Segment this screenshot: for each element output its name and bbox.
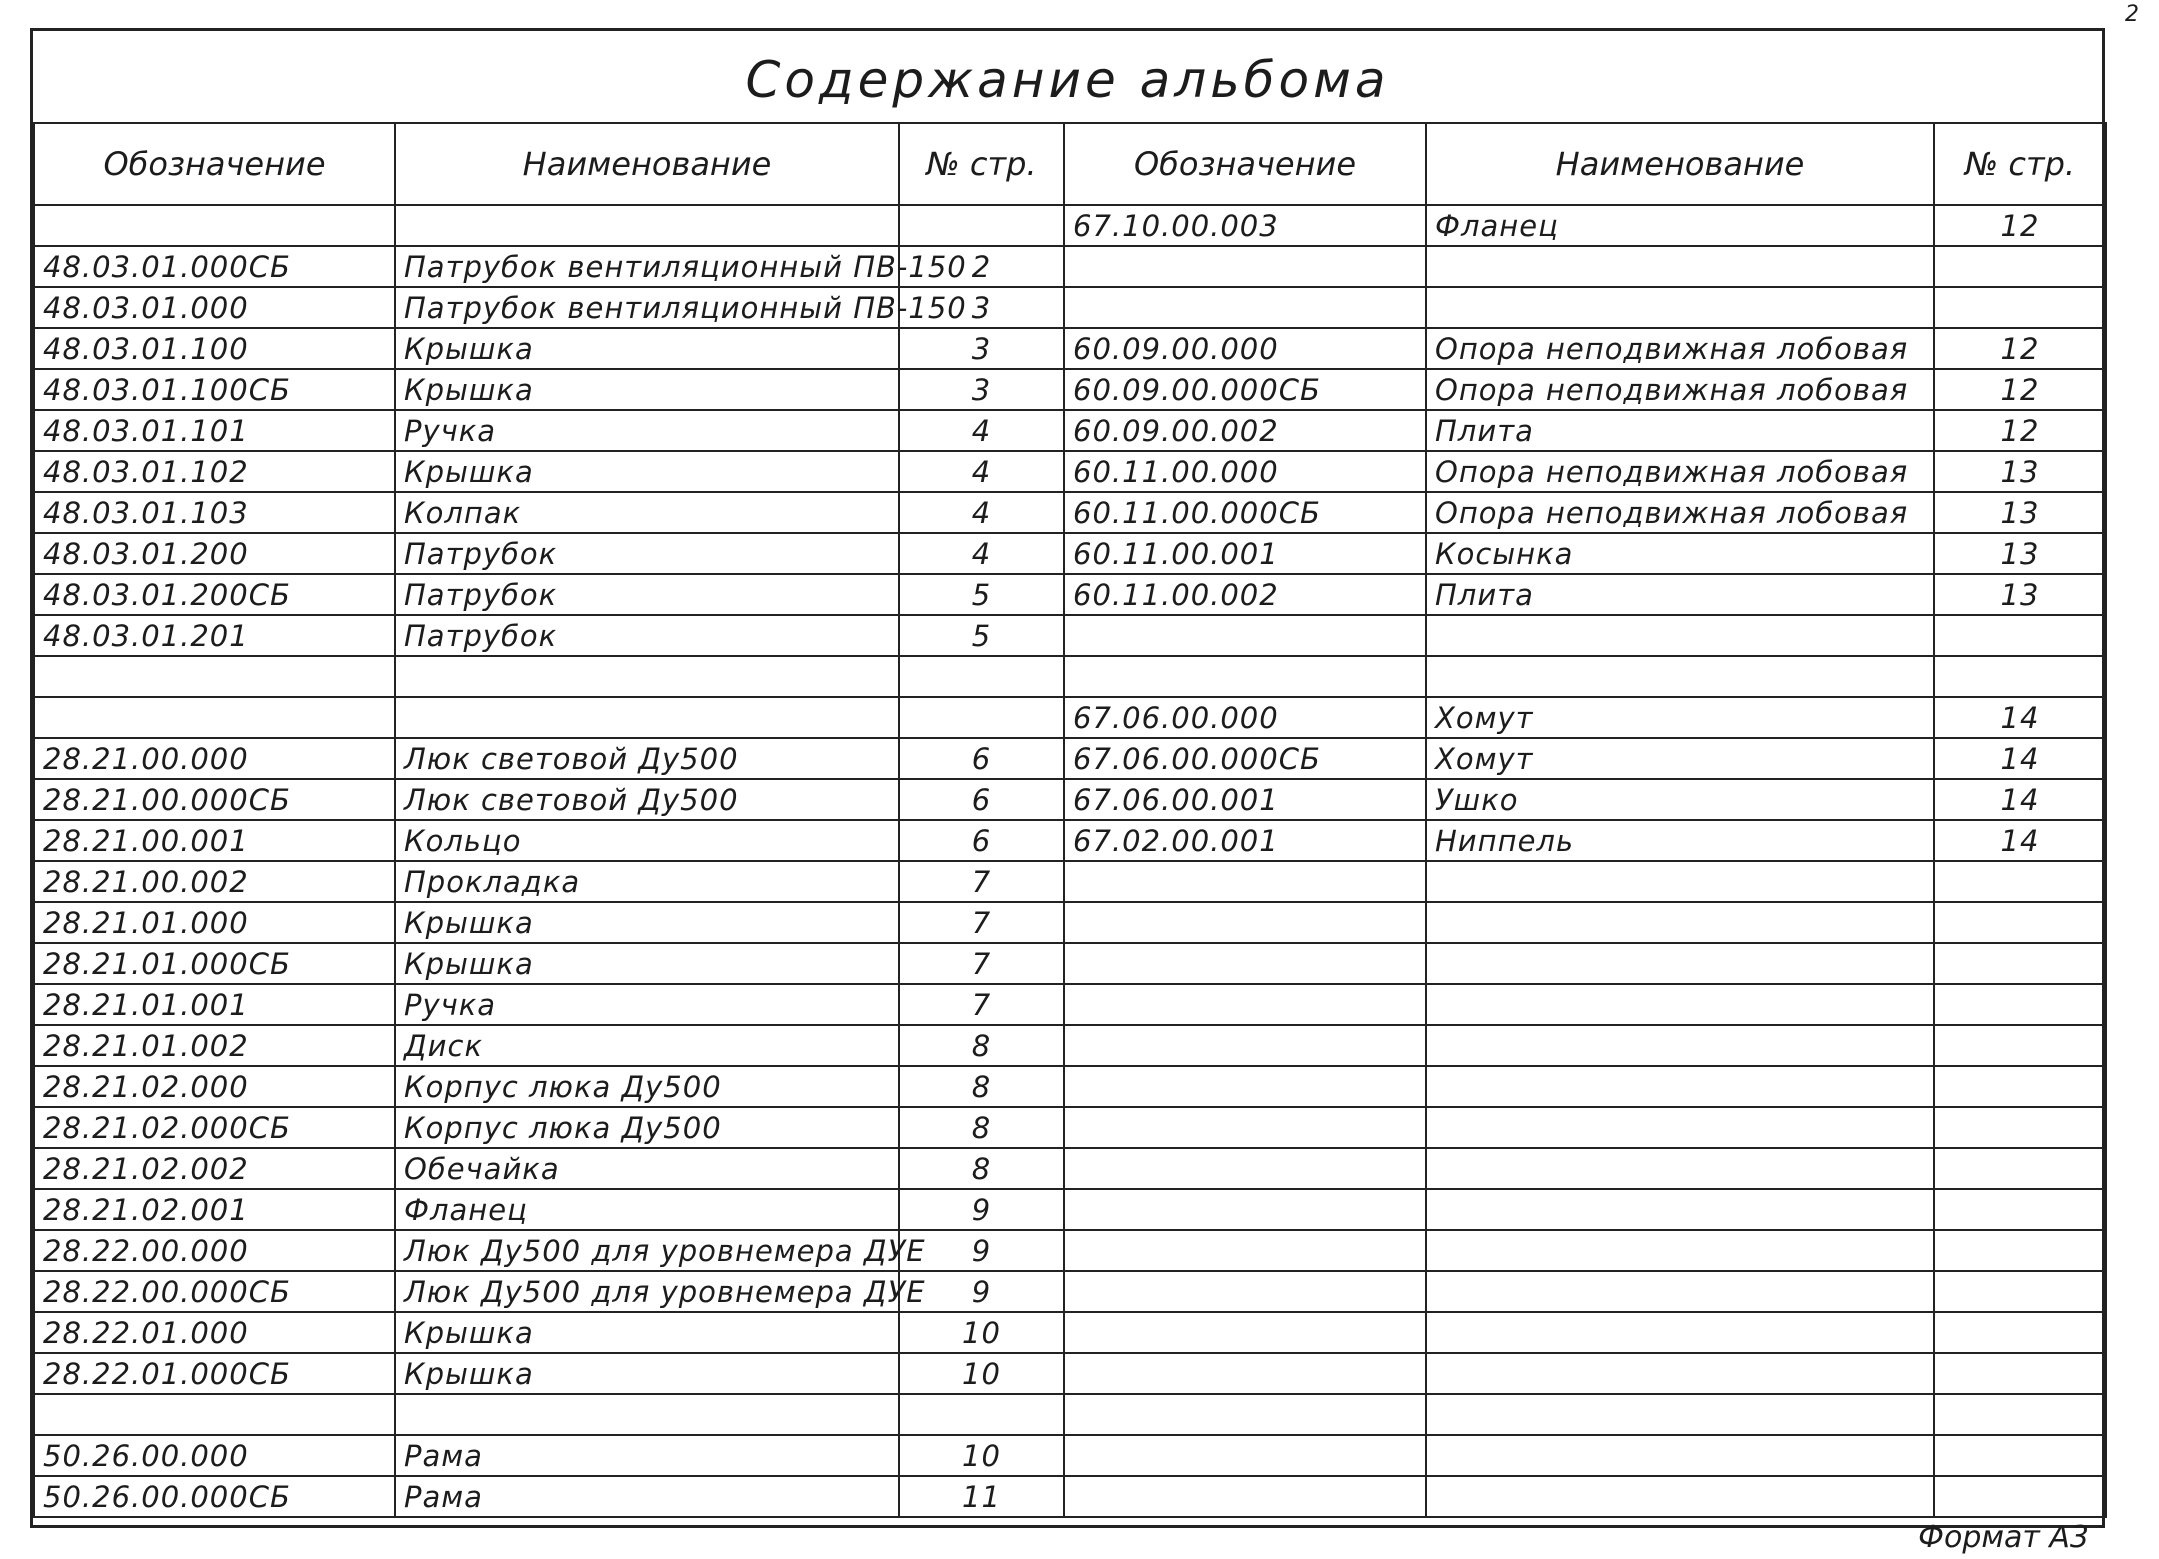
cell-designation-2 <box>1064 1353 1426 1394</box>
cell-designation-2 <box>1064 1435 1426 1476</box>
cell-page-2 <box>1934 246 2106 287</box>
cell-name-2 <box>1426 902 1934 943</box>
cell-page <box>899 656 1064 697</box>
cell-name <box>395 656 899 697</box>
cell-designation <box>34 205 395 246</box>
cell-name-2: Опора неподвижная лобовая <box>1426 328 1934 369</box>
col-header-name-2: Наименование <box>1426 123 1934 205</box>
cell-page-2: 14 <box>1934 779 2106 820</box>
cell-designation: 28.21.00.002 <box>34 861 395 902</box>
sheet-number: 2 <box>2125 2 2139 27</box>
cell-page-2: 14 <box>1934 820 2106 861</box>
cell-page <box>899 205 1064 246</box>
page-title: Содержание альбома <box>745 51 1390 109</box>
cell-name: Люк световой Ду500 <box>395 738 899 779</box>
cell-name-2 <box>1426 1148 1934 1189</box>
cell-designation-2 <box>1064 943 1426 984</box>
sheet-format: Формат А3 <box>1918 1520 2089 1555</box>
cell-name: Крышка <box>395 943 899 984</box>
table-row <box>34 1435 2106 1476</box>
cell-name-2 <box>1426 1435 1934 1476</box>
cell-page-2 <box>1934 1353 2106 1394</box>
cell-designation: 28.21.01.000СБ <box>34 943 395 984</box>
cell-page: 10 <box>899 1312 1064 1353</box>
cell-page-2: 13 <box>1934 574 2106 615</box>
cell-name-2: Хомут <box>1426 738 1934 779</box>
table-row <box>34 1066 2106 1107</box>
cell-name: Крышка <box>395 328 899 369</box>
table-row <box>34 1476 2106 1517</box>
cell-page: 6 <box>899 738 1064 779</box>
cell-name: Люк Ду500 для уровнемера ДУЕ <box>395 1230 899 1271</box>
cell-designation: 48.03.01.100СБ <box>34 369 395 410</box>
cell-name: Крышка <box>395 369 899 410</box>
cell-designation-2: 60.11.00.000 <box>1064 451 1426 492</box>
cell-name: Корпус люка Ду500 <box>395 1066 899 1107</box>
cell-name: Диск <box>395 1025 899 1066</box>
cell-page: 6 <box>899 779 1064 820</box>
table-row <box>34 328 2106 369</box>
cell-designation: 48.03.01.000 <box>34 287 395 328</box>
col-header-designation-2: Обозначение <box>1064 123 1426 205</box>
cell-designation: 28.22.01.000 <box>34 1312 395 1353</box>
table-row <box>34 574 2106 615</box>
cell-designation-2 <box>1064 984 1426 1025</box>
cell-page: 6 <box>899 820 1064 861</box>
table-row <box>34 1394 2106 1435</box>
cell-designation: 48.03.01.100 <box>34 328 395 369</box>
cell-page-2: 12 <box>1934 410 2106 451</box>
cell-designation-2: 60.09.00.000 <box>1064 328 1426 369</box>
cell-name-2: Опора неподвижная лобовая <box>1426 492 1934 533</box>
cell-designation: 48.03.01.103 <box>34 492 395 533</box>
cell-page-2 <box>1934 1025 2106 1066</box>
cell-designation-2: 67.06.00.000 <box>1064 697 1426 738</box>
cell-name-2: Опора неподвижная лобовая <box>1426 369 1934 410</box>
cell-designation: 28.21.01.001 <box>34 984 395 1025</box>
cell-name-2: Хомут <box>1426 697 1934 738</box>
table-row <box>34 533 2106 574</box>
col-header-page: № стр. <box>899 123 1064 205</box>
cell-name-2: Ушко <box>1426 779 1934 820</box>
cell-name-2 <box>1426 1107 1934 1148</box>
table-row <box>34 820 2106 861</box>
cell-name-2 <box>1426 1066 1934 1107</box>
cell-designation-2: 60.11.00.000СБ <box>1064 492 1426 533</box>
cell-designation: 28.22.00.000СБ <box>34 1271 395 1312</box>
cell-name: Обечайка <box>395 1148 899 1189</box>
cell-designation: 48.03.01.102 <box>34 451 395 492</box>
table-row <box>34 656 2106 697</box>
cell-designation-2 <box>1064 861 1426 902</box>
cell-designation: 28.22.01.000СБ <box>34 1353 395 1394</box>
cell-page <box>899 697 1064 738</box>
cell-name-2: Фланец <box>1426 205 1934 246</box>
cell-designation <box>34 1394 395 1435</box>
table-row <box>34 246 2106 287</box>
cell-page-2 <box>1934 1312 2106 1353</box>
cell-designation: 50.26.00.000СБ <box>34 1476 395 1517</box>
cell-designation-2 <box>1064 1312 1426 1353</box>
table-row <box>34 615 2106 656</box>
cell-page-2 <box>1934 861 2106 902</box>
cell-designation-2: 60.11.00.002 <box>1064 574 1426 615</box>
table-row <box>34 410 2106 451</box>
cell-name: Патрубок вентиляционный ПВ-150 <box>395 287 899 328</box>
table-row <box>34 738 2106 779</box>
col-header-page-2: № стр. <box>1934 123 2106 205</box>
cell-name-2: Плита <box>1426 574 1934 615</box>
cell-designation: 28.22.00.000 <box>34 1230 395 1271</box>
cell-name-2: Ниппель <box>1426 820 1934 861</box>
cell-name: Ручка <box>395 410 899 451</box>
cell-name-2 <box>1426 1394 1934 1435</box>
table-body <box>34 205 2106 1517</box>
cell-page-2 <box>1934 984 2106 1025</box>
cell-designation-2 <box>1064 1148 1426 1189</box>
cell-page-2 <box>1934 943 2106 984</box>
cell-designation-2: 60.09.00.002 <box>1064 410 1426 451</box>
cell-designation: 48.03.01.101 <box>34 410 395 451</box>
cell-name: Колпак <box>395 492 899 533</box>
contents-table <box>33 122 2107 1518</box>
cell-name-2 <box>1426 1230 1934 1271</box>
cell-page-2 <box>1934 656 2106 697</box>
cell-name-2 <box>1426 1271 1934 1312</box>
cell-page: 9 <box>899 1230 1064 1271</box>
cell-page-2 <box>1934 615 2106 656</box>
cell-name: Корпус люка Ду500 <box>395 1107 899 1148</box>
table-row <box>34 287 2106 328</box>
cell-designation: 50.26.00.000 <box>34 1435 395 1476</box>
table-row <box>34 1189 2106 1230</box>
cell-page: 9 <box>899 1189 1064 1230</box>
table-row <box>34 1353 2106 1394</box>
cell-page: 3 <box>899 328 1064 369</box>
cell-name: Крышка <box>395 451 899 492</box>
cell-name-2 <box>1426 1312 1934 1353</box>
cell-name: Кольцо <box>395 820 899 861</box>
cell-page: 4 <box>899 492 1064 533</box>
cell-page: 8 <box>899 1025 1064 1066</box>
table-row <box>34 1230 2106 1271</box>
cell-name-2: Опора неподвижная лобовая <box>1426 451 1934 492</box>
cell-designation-2 <box>1064 902 1426 943</box>
cell-page: 8 <box>899 1148 1064 1189</box>
cell-page: 8 <box>899 1107 1064 1148</box>
cell-name-2 <box>1426 246 1934 287</box>
cell-designation-2 <box>1064 1025 1426 1066</box>
cell-name-2 <box>1426 984 1934 1025</box>
cell-name-2 <box>1426 861 1934 902</box>
table-row <box>34 369 2106 410</box>
cell-page-2: 14 <box>1934 738 2106 779</box>
cell-name: Крышка <box>395 1353 899 1394</box>
cell-page-2 <box>1934 1189 2106 1230</box>
cell-designation-2 <box>1064 1107 1426 1148</box>
cell-page-2: 13 <box>1934 451 2106 492</box>
cell-name: Крышка <box>395 1312 899 1353</box>
cell-page-2 <box>1934 1271 2106 1312</box>
cell-name <box>395 697 899 738</box>
cell-page: 7 <box>899 902 1064 943</box>
cell-designation-2 <box>1064 615 1426 656</box>
cell-designation: 48.03.01.200 <box>34 533 395 574</box>
cell-designation-2 <box>1064 1066 1426 1107</box>
cell-designation: 48.03.01.000СБ <box>34 246 395 287</box>
cell-designation-2: 60.09.00.000СБ <box>1064 369 1426 410</box>
table-row <box>34 451 2106 492</box>
table-row <box>34 1312 2106 1353</box>
cell-page-2: 13 <box>1934 492 2106 533</box>
cell-page <box>899 1394 1064 1435</box>
cell-designation: 28.21.01.002 <box>34 1025 395 1066</box>
cell-designation: 28.21.01.000 <box>34 902 395 943</box>
cell-designation: 28.21.02.002 <box>34 1148 395 1189</box>
cell-designation <box>34 697 395 738</box>
cell-designation-2 <box>1064 287 1426 328</box>
cell-designation-2: 60.11.00.001 <box>1064 533 1426 574</box>
cell-name-2 <box>1426 287 1934 328</box>
cell-name-2 <box>1426 1353 1934 1394</box>
cell-name-2: Косынка <box>1426 533 1934 574</box>
cell-name-2 <box>1426 656 1934 697</box>
table-row <box>34 1025 2106 1066</box>
cell-designation: 28.21.00.000 <box>34 738 395 779</box>
cell-name: Люк световой Ду500 <box>395 779 899 820</box>
cell-name: Патрубок вентиляционный ПВ-150 <box>395 246 899 287</box>
table-row <box>34 943 2106 984</box>
cell-designation: 48.03.01.200СБ <box>34 574 395 615</box>
cell-page: 3 <box>899 287 1064 328</box>
cell-designation <box>34 656 395 697</box>
cell-name: Люк Ду500 для уровнемера ДУЕ <box>395 1271 899 1312</box>
table-row <box>34 902 2106 943</box>
cell-page-2 <box>1934 1435 2106 1476</box>
cell-name: Патрубок <box>395 533 899 574</box>
table-row <box>34 984 2106 1025</box>
cell-page-2 <box>1934 1107 2106 1148</box>
cell-name: Патрубок <box>395 574 899 615</box>
table-row <box>34 779 2106 820</box>
cell-name: Фланец <box>395 1189 899 1230</box>
cell-designation-2 <box>1064 656 1426 697</box>
cell-designation-2 <box>1064 1476 1426 1517</box>
cell-designation-2 <box>1064 1394 1426 1435</box>
cell-designation: 28.21.02.000 <box>34 1066 395 1107</box>
cell-page-2: 13 <box>1934 533 2106 574</box>
cell-designation-2 <box>1064 1271 1426 1312</box>
cell-name: Крышка <box>395 902 899 943</box>
cell-page-2: 12 <box>1934 328 2106 369</box>
col-header-designation: Обозначение <box>34 123 395 205</box>
table-row <box>34 1271 2106 1312</box>
cell-page: 11 <box>899 1476 1064 1517</box>
cell-page-2 <box>1934 1394 2106 1435</box>
cell-page: 5 <box>899 574 1064 615</box>
cell-designation: 28.21.02.000СБ <box>34 1107 395 1148</box>
cell-name-2: Плита <box>1426 410 1934 451</box>
cell-name-2 <box>1426 1025 1934 1066</box>
cell-name-2 <box>1426 1476 1934 1517</box>
cell-page-2: 12 <box>1934 369 2106 410</box>
cell-page: 7 <box>899 943 1064 984</box>
table-row <box>34 697 2106 738</box>
cell-designation-2: 67.02.00.001 <box>1064 820 1426 861</box>
cell-designation-2: 67.06.00.001 <box>1064 779 1426 820</box>
cell-designation: 28.21.00.000СБ <box>34 779 395 820</box>
table-row <box>34 205 2106 246</box>
cell-name-2 <box>1426 615 1934 656</box>
cell-designation-2 <box>1064 1189 1426 1230</box>
cell-page: 4 <box>899 410 1064 451</box>
cell-name: Патрубок <box>395 615 899 656</box>
cell-page: 7 <box>899 861 1064 902</box>
cell-name-2 <box>1426 1189 1934 1230</box>
cell-page: 9 <box>899 1271 1064 1312</box>
cell-page-2 <box>1934 902 2106 943</box>
table-row <box>34 1107 2106 1148</box>
cell-name: Рама <box>395 1476 899 1517</box>
cell-page: 10 <box>899 1435 1064 1476</box>
cell-name: Ручка <box>395 984 899 1025</box>
cell-name: Прокладка <box>395 861 899 902</box>
cell-page-2 <box>1934 1148 2106 1189</box>
cell-page: 5 <box>899 615 1064 656</box>
cell-page: 4 <box>899 533 1064 574</box>
cell-designation: 28.21.02.001 <box>34 1189 395 1230</box>
cell-name <box>395 205 899 246</box>
cell-name-2 <box>1426 943 1934 984</box>
cell-page-2 <box>1934 1066 2106 1107</box>
table-row <box>34 861 2106 902</box>
cell-designation-2: 67.06.00.000СБ <box>1064 738 1426 779</box>
cell-page: 8 <box>899 1066 1064 1107</box>
cell-page-2 <box>1934 1476 2106 1517</box>
cell-page-2 <box>1934 1230 2106 1271</box>
col-header-name: Наименование <box>395 123 899 205</box>
cell-designation: 48.03.01.201 <box>34 615 395 656</box>
table-row <box>34 1148 2106 1189</box>
table-row <box>34 492 2106 533</box>
cell-name <box>395 1394 899 1435</box>
cell-page: 2 <box>899 246 1064 287</box>
cell-page: 7 <box>899 984 1064 1025</box>
cell-page-2 <box>1934 287 2106 328</box>
cell-designation: 28.21.00.001 <box>34 820 395 861</box>
table-header-row <box>34 123 2106 205</box>
cell-designation-2 <box>1064 1230 1426 1271</box>
cell-page-2: 14 <box>1934 697 2106 738</box>
cell-page-2: 12 <box>1934 205 2106 246</box>
cell-page: 3 <box>899 369 1064 410</box>
cell-name: Рама <box>395 1435 899 1476</box>
cell-designation-2 <box>1064 246 1426 287</box>
cell-page: 10 <box>899 1353 1064 1394</box>
cell-designation-2: 67.10.00.003 <box>1064 205 1426 246</box>
cell-page: 4 <box>899 451 1064 492</box>
